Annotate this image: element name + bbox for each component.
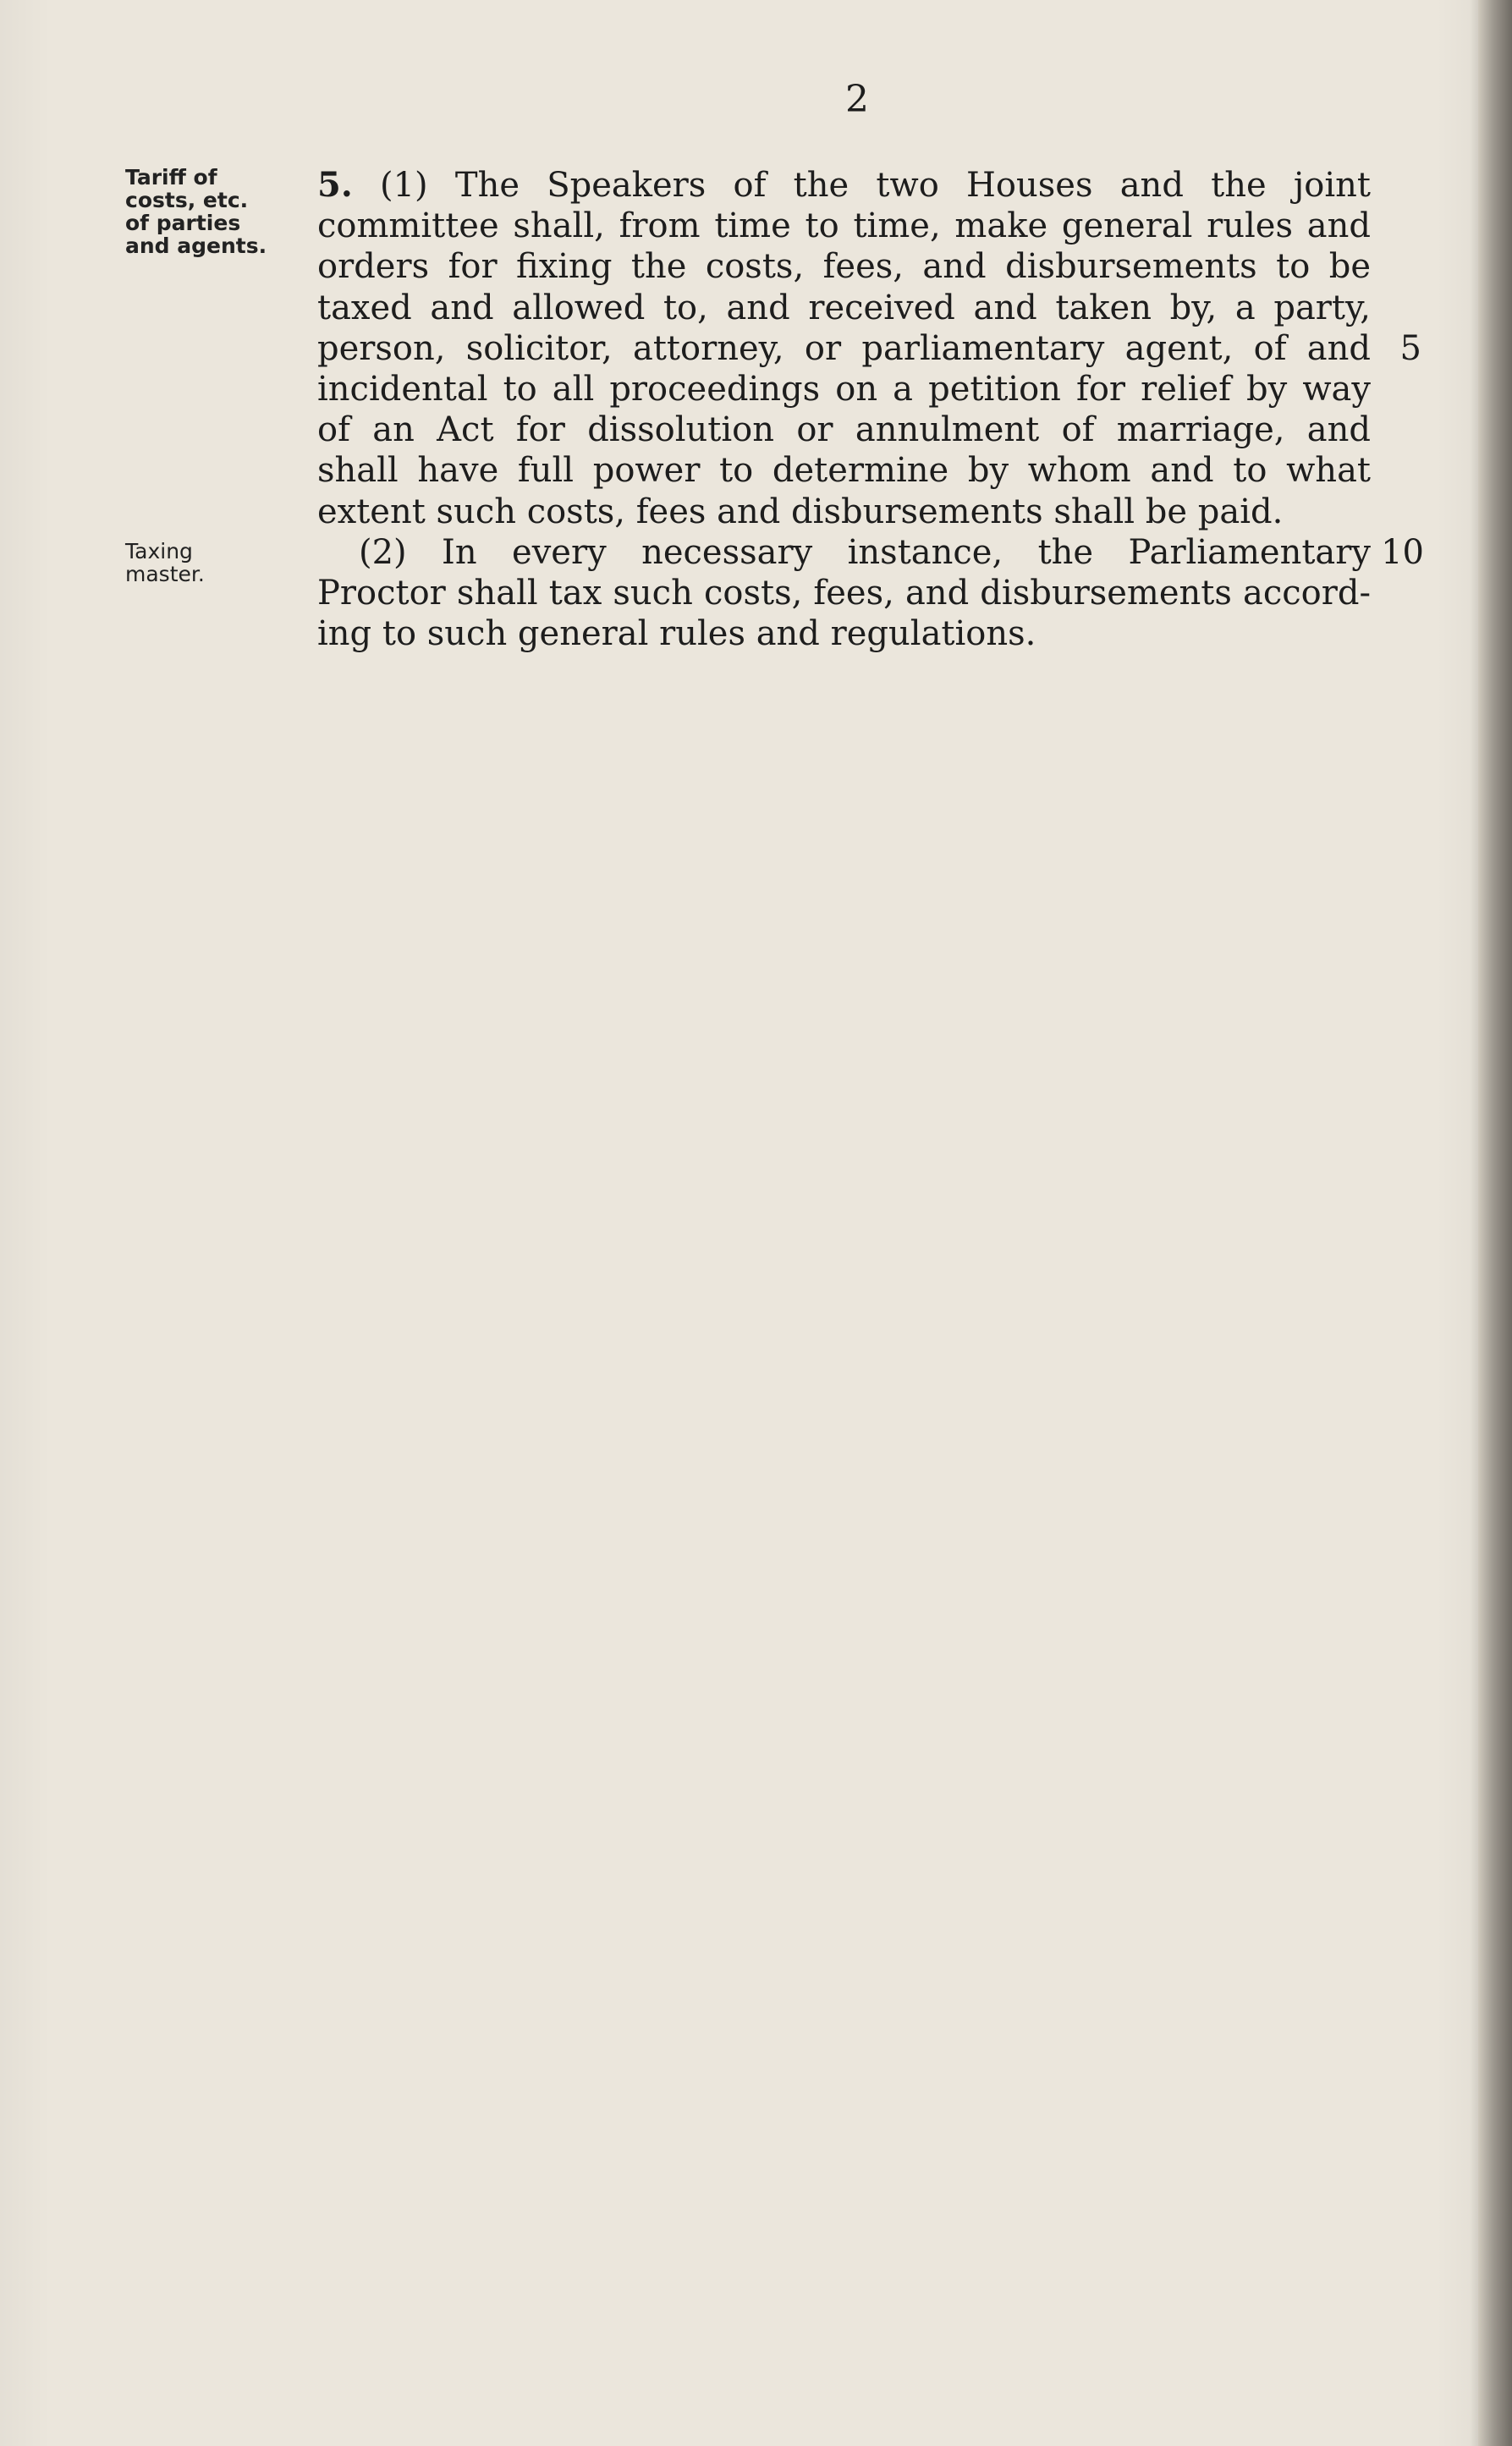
section-number: 5. <box>317 165 353 205</box>
text-line: Proctor shall tax such costs, fees, and disbursements accord- <box>317 574 1371 613</box>
text-line: ing to such general rules and regulations. <box>317 614 1036 654</box>
marginal-note-tariff: Tariff of costs, etc. of parties and agents. <box>125 165 267 258</box>
text-line: (2) In every necessary instance, the Parliamentary <box>359 533 1371 572</box>
text-line: orders for fixing the costs, fees, and disbursements to be <box>317 247 1371 287</box>
text-line: person, solicitor, attorney, or parliamentary agent, of and <box>317 328 1371 368</box>
binding-shadow <box>1470 0 1478 2446</box>
marginal-note-taxing: Taxing master. <box>125 539 205 586</box>
text-line <box>317 165 1371 206</box>
section-5-subsection-1 <box>317 165 1371 532</box>
text-line: incidental to all proceedings on a petition for relief by way <box>317 369 1371 409</box>
line-number-10: 10 <box>1381 533 1424 572</box>
line-number-5: 5 <box>1399 329 1421 368</box>
page-number: 2 <box>845 78 869 121</box>
text-line: shall have full power to determine by whom and to what <box>317 451 1371 491</box>
text-line: taxed and allowed to, and received and taken by, a party, <box>317 288 1371 327</box>
text-line: of an Act for dissolution or annulment of marriage, and <box>317 410 1371 450</box>
text-line: committee shall, from time to time, make general rules and <box>317 206 1371 246</box>
line-text: (1) The Speakers of the two Houses and the joint <box>380 166 1371 205</box>
section-5-subsection-2 <box>317 532 1371 655</box>
binding-edge <box>1478 0 1512 2446</box>
text-line: extent such costs, fees and disbursements shall be paid. <box>317 492 1284 531</box>
